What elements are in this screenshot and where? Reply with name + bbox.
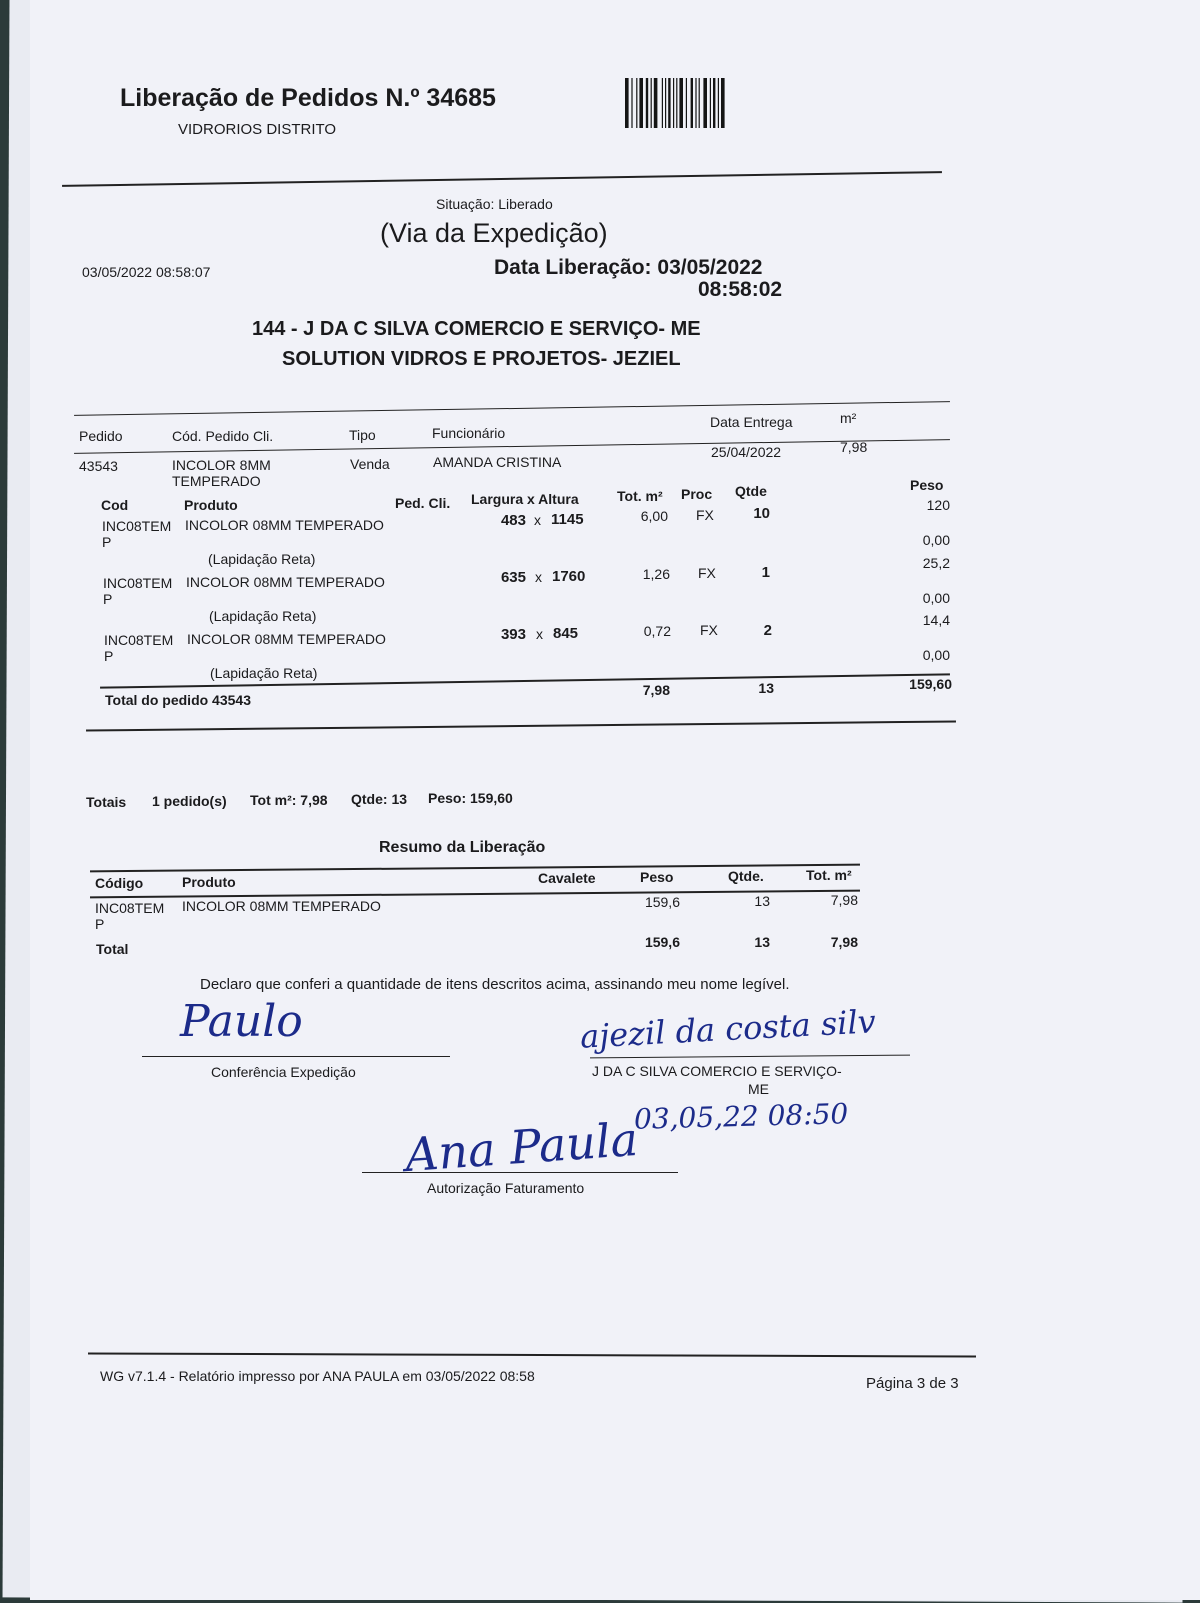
totais-qtde: Qtde: 13 bbox=[351, 791, 408, 807]
totais-peso: Peso: 159,60 bbox=[428, 790, 513, 806]
data-liberacao: Data Liberação: 03/05/2022 bbox=[494, 256, 763, 279]
order-data-entrega: 25/04/2022 bbox=[711, 444, 782, 460]
resumo-col-produto: Produto bbox=[182, 874, 236, 890]
item-lapidacao: (Lapidação Reta) bbox=[208, 551, 316, 567]
item-x: x bbox=[536, 626, 543, 642]
barcode-bar bbox=[710, 78, 711, 128]
declaration-text: Declaro que conferi a quantidade de itens descritos acima, assinando meu nome legível. bbox=[200, 976, 790, 993]
item-lapidacao: (Lapidação Reta) bbox=[210, 665, 318, 681]
col-tipo: Tipo bbox=[349, 427, 376, 443]
handwritten-date: 03,05,22 08:50 bbox=[633, 1097, 849, 1136]
barcode-bar bbox=[695, 78, 696, 128]
client-signature-label: J DA C SILVA COMERCIO E SERVIÇO- bbox=[592, 1063, 842, 1079]
barcode-bar bbox=[699, 78, 700, 128]
autorizacao-label: Autorização Faturamento bbox=[427, 1180, 585, 1196]
item-proc: FX bbox=[698, 565, 716, 581]
resumo-qtde: 13 bbox=[754, 893, 770, 909]
order-pedido: 43543 bbox=[79, 458, 118, 474]
signature-autorizacao: Ana Paula bbox=[403, 1111, 640, 1183]
resumo-cod: P bbox=[95, 916, 105, 932]
barcode bbox=[625, 78, 781, 128]
barcode-bar bbox=[665, 78, 666, 128]
barcode-bar bbox=[631, 78, 632, 128]
col-cod: Cod bbox=[101, 497, 129, 513]
divider bbox=[86, 720, 956, 731]
conferencia-label: Conferência Expedição bbox=[211, 1064, 356, 1080]
barcode-bar bbox=[646, 78, 648, 128]
resumo-col-qtde: Qtde. bbox=[728, 868, 764, 884]
resumo-cod: INC08TEM bbox=[95, 900, 165, 916]
resumo-total-qtde: 13 bbox=[754, 934, 770, 950]
item-cod: P bbox=[103, 591, 113, 607]
item-cod: P bbox=[104, 648, 114, 664]
item-largura: 483 bbox=[500, 512, 526, 529]
signature-conferencia: Paulo bbox=[180, 996, 303, 1047]
item-produto: INCOLOR 08MM TEMPERADO bbox=[185, 517, 384, 533]
barcode-bar bbox=[703, 78, 707, 128]
company-name: VIDRORIOS DISTRITO bbox=[178, 121, 337, 138]
barcode-bar bbox=[676, 78, 677, 128]
footer-divider bbox=[88, 1352, 976, 1357]
item-cod: INC08TEM bbox=[102, 518, 172, 534]
barcode-bar bbox=[673, 78, 674, 128]
item-x: x bbox=[534, 512, 541, 528]
client-name: 144 - J DA C SILVA COMERCIO E SERVIÇO- ME bbox=[252, 318, 701, 340]
situacao-label: Situação: Liberado bbox=[436, 196, 553, 212]
item-peso: 25,2 bbox=[922, 555, 950, 571]
totais-tot-m2: Tot m²: 7,98 bbox=[250, 792, 328, 808]
barcode-bar bbox=[639, 78, 643, 128]
col-data-entrega: Data Entrega bbox=[710, 414, 793, 430]
totais-label: Totais bbox=[86, 794, 127, 810]
col-produto: Produto bbox=[184, 497, 238, 513]
order-tipo: Venda bbox=[350, 456, 390, 472]
item-qtde: 2 bbox=[763, 622, 772, 639]
item-produto: INCOLOR 08MM TEMPERADO bbox=[186, 574, 385, 590]
order-cod-cli: TEMPERADO bbox=[172, 473, 261, 489]
barcode-bar bbox=[721, 78, 725, 128]
resumo-peso: 159,6 bbox=[644, 894, 680, 910]
client-signature-label: ME bbox=[748, 1081, 769, 1097]
totais-pedidos: 1 pedido(s) bbox=[152, 793, 227, 809]
item-peso-extra: 0,00 bbox=[922, 647, 950, 663]
document-sheet bbox=[30, 0, 1200, 1600]
signature-line bbox=[362, 1172, 678, 1173]
barcode-bar bbox=[668, 78, 670, 128]
col-ped-cli: Ped. Cli. bbox=[395, 495, 451, 511]
resumo-total-tot-m2: 7,98 bbox=[830, 934, 858, 950]
order-total-m2: 7,98 bbox=[642, 682, 670, 698]
item-x: x bbox=[535, 569, 542, 585]
col-funcionario: Funcionário bbox=[432, 425, 506, 441]
item-tot-m2: 0,72 bbox=[643, 623, 671, 639]
barcode-bar bbox=[686, 78, 687, 128]
barcode-bar bbox=[651, 78, 652, 128]
barcode-bar bbox=[718, 78, 719, 128]
item-peso-extra: 0,00 bbox=[922, 590, 950, 606]
resumo-col-cavalete: Cavalete bbox=[538, 870, 596, 886]
item-altura: 845 bbox=[553, 625, 579, 642]
signature-line bbox=[142, 1056, 450, 1057]
item-peso: 120 bbox=[926, 497, 950, 513]
barcode-bar bbox=[691, 78, 693, 128]
item-qtde: 1 bbox=[761, 564, 770, 581]
order-total-peso: 159,60 bbox=[909, 676, 952, 692]
col-proc: Proc bbox=[681, 486, 713, 502]
item-largura: 393 bbox=[500, 626, 526, 643]
item-cod: P bbox=[102, 534, 112, 550]
barcode-bar bbox=[662, 78, 663, 128]
item-produto: INCOLOR 08MM TEMPERADO bbox=[187, 631, 386, 647]
resumo-title: Resumo da Liberação bbox=[379, 839, 546, 856]
item-qtde: 10 bbox=[753, 505, 770, 522]
resumo-col-codigo: Código bbox=[95, 875, 144, 891]
divider bbox=[74, 401, 950, 416]
divider bbox=[62, 171, 942, 187]
item-peso-extra: 0,00 bbox=[922, 532, 950, 548]
order-funcionario: AMANDA CRISTINA bbox=[433, 454, 562, 470]
barcode-bar bbox=[636, 78, 637, 128]
data-liberacao-time: 08:58:02 bbox=[698, 278, 783, 301]
resumo-col-tot-m2: Tot. m² bbox=[806, 867, 852, 883]
col-m2: m² bbox=[840, 410, 857, 426]
order-total-qtde: 13 bbox=[758, 680, 774, 696]
col-qtde: Qtde bbox=[735, 483, 767, 499]
col-largura-altura: Largura x Altura bbox=[471, 491, 579, 507]
item-largura: 635 bbox=[500, 569, 526, 586]
order-total-label: Total do pedido 43543 bbox=[105, 692, 251, 708]
item-altura: 1145 bbox=[551, 511, 584, 528]
item-tot-m2: 1,26 bbox=[642, 566, 670, 582]
item-altura: 1760 bbox=[552, 568, 586, 585]
barcode-bar bbox=[679, 78, 683, 128]
col-tot-m2: Tot. m² bbox=[617, 488, 663, 504]
footer-page-number: Página 3 de 3 bbox=[866, 1375, 959, 1392]
item-proc: FX bbox=[696, 507, 714, 523]
item-lapidacao: (Lapidação Reta) bbox=[209, 608, 317, 624]
item-cod: INC08TEM bbox=[103, 575, 173, 591]
via-label: (Via da Expedição) bbox=[380, 218, 608, 248]
signature-client: ajezil da costa silv bbox=[579, 1002, 877, 1056]
resumo-total-peso: 159,6 bbox=[644, 934, 680, 950]
order-cod-cli: INCOLOR 8MM bbox=[172, 457, 271, 473]
col-pedido: Pedido bbox=[79, 428, 123, 444]
item-tot-m2: 6,00 bbox=[640, 508, 668, 524]
order-m2: 7,98 bbox=[840, 439, 868, 455]
resumo-col-peso: Peso bbox=[640, 869, 674, 885]
resumo-tot-m2: 7,98 bbox=[830, 892, 858, 908]
printed-timestamp: 03/05/2022 08:58:07 bbox=[82, 264, 211, 280]
item-peso: 14,4 bbox=[922, 612, 950, 628]
footer-printed-by: WG v7.1.4 - Relatório impresso por ANA PAULA em 03/05/2022 08:58 bbox=[100, 1368, 535, 1384]
barcode-bar bbox=[654, 78, 658, 128]
barcode-bar bbox=[713, 78, 715, 128]
col-cod-pedido-cli: Cód. Pedido Cli. bbox=[172, 428, 274, 444]
item-cod: INC08TEM bbox=[104, 632, 174, 648]
resumo-total-label: Total bbox=[96, 941, 129, 957]
barcode-bar bbox=[625, 78, 629, 128]
document-title: Liberação de Pedidos N.º 34685 bbox=[120, 84, 496, 112]
item-proc: FX bbox=[700, 622, 718, 638]
col-peso: Peso bbox=[910, 477, 944, 493]
resumo-produto: INCOLOR 08MM TEMPERADO bbox=[182, 898, 381, 914]
client-subname: SOLUTION VIDROS E PROJETOS- JEZIEL bbox=[282, 348, 681, 370]
signature-line bbox=[590, 1055, 910, 1059]
